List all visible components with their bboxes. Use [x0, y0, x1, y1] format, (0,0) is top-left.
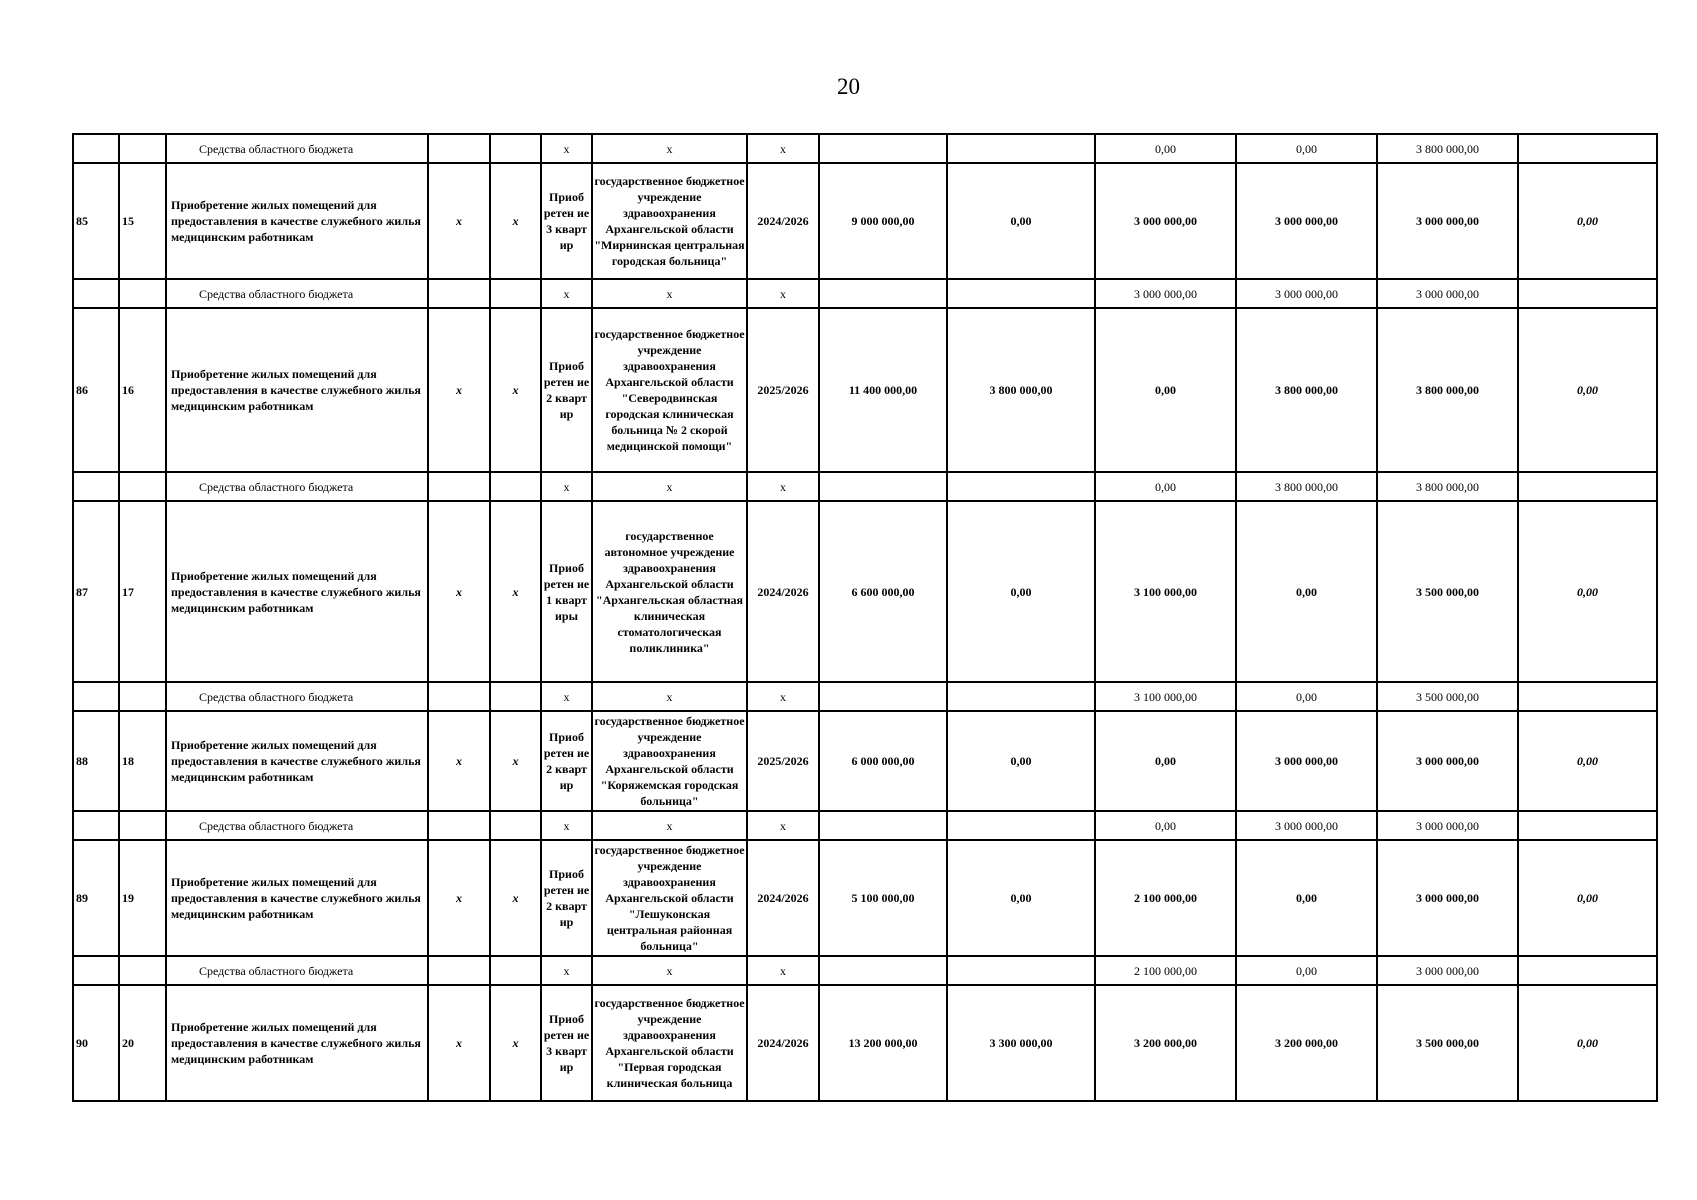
- cell-empty: [119, 811, 166, 840]
- cell-sub-number: 17: [119, 501, 166, 682]
- cell-c10: [947, 956, 1095, 985]
- cell-c5: х: [490, 163, 541, 279]
- cell-c5: х: [490, 308, 541, 472]
- table-row: [73, 501, 1657, 682]
- table-row: [73, 308, 1657, 472]
- cell-year-4: 3 000 000,00: [1377, 163, 1518, 279]
- cell-name: Приобретение жилых помещений для предоставления в качестве служебного жилья медицинским работникам: [166, 501, 428, 682]
- cell-name: Приобретение жилых помещений для предоставления в качестве служебного жилья медицинским работникам: [166, 163, 428, 279]
- cell-year-4: 3 800 000,00: [1377, 308, 1518, 472]
- cell-institution: государственное бюджетное учреждение здравоохранения Архангельской области "Северодвинская городская клиническая больница № 2 скорой медицинской помощи": [592, 308, 747, 472]
- cell-c5: х: [490, 840, 541, 956]
- cell-institution: государственное бюджетное учреждение здравоохранения Архангельской области "Мирнинская центральная городская больница": [592, 163, 747, 279]
- cell-c11: 0,00: [1095, 472, 1236, 501]
- cell-empty: [73, 134, 119, 163]
- cell-c6: х: [541, 134, 592, 163]
- cell-c5: х: [490, 985, 541, 1101]
- cell-c12: 0,00: [1236, 134, 1377, 163]
- table-row: [73, 163, 1657, 279]
- cell-empty: [73, 811, 119, 840]
- table-row-budget-source: [73, 811, 1657, 840]
- cell-c13: 3 000 000,00: [1377, 811, 1518, 840]
- cell-period: 2024/2026: [747, 985, 819, 1101]
- cell-number: 87: [73, 501, 119, 682]
- cell-stage: Приоб ретен ие 3 кварт ир: [541, 985, 592, 1101]
- table-row-budget-source: [73, 134, 1657, 163]
- cell-period: 2025/2026: [747, 711, 819, 811]
- cell-year-4: 3 000 000,00: [1377, 840, 1518, 956]
- cell-sub-number: 20: [119, 985, 166, 1101]
- cell-empty: [119, 134, 166, 163]
- cell-c12: 0,00: [1236, 956, 1377, 985]
- cell-sub-number: 18: [119, 711, 166, 811]
- cell-last: 0,00: [1518, 308, 1657, 472]
- cell-c8: х: [747, 134, 819, 163]
- cell-institution: государственное бюджетное учреждение здравоохранения Архангельской области "Лешуконская центральная районная больница": [592, 840, 747, 956]
- cell-c13: 3 000 000,00: [1377, 956, 1518, 985]
- cell-c11: 2 100 000,00: [1095, 956, 1236, 985]
- cell-c7: х: [592, 472, 747, 501]
- cell-c8: х: [747, 811, 819, 840]
- cell-c6: х: [541, 279, 592, 308]
- cell-c5: [490, 811, 541, 840]
- cell-source: Средства областного бюджета: [166, 279, 428, 308]
- cell-c8: х: [747, 279, 819, 308]
- cell-c12: 3 000 000,00: [1236, 279, 1377, 308]
- cell-period: 2024/2026: [747, 163, 819, 279]
- cell-year-3: 0,00: [1236, 840, 1377, 956]
- cell-year-1: 3 800 000,00: [947, 308, 1095, 472]
- cell-c9: [819, 682, 947, 711]
- cell-c10: [947, 472, 1095, 501]
- cell-year-3: 3 200 000,00: [1236, 985, 1377, 1101]
- cell-c13: 3 800 000,00: [1377, 134, 1518, 163]
- table-row: [73, 711, 1657, 811]
- cell-stage: Приоб ретен ие 2 кварт ир: [541, 711, 592, 811]
- cell-c9: [819, 472, 947, 501]
- cell-c12: 3 800 000,00: [1236, 472, 1377, 501]
- cell-c6: х: [541, 682, 592, 711]
- cell-c4: х: [428, 163, 490, 279]
- cell-year-2: 2 100 000,00: [1095, 840, 1236, 956]
- cell-c8: х: [747, 472, 819, 501]
- cell-c9: [819, 956, 947, 985]
- cell-c5: х: [490, 711, 541, 811]
- cell-total: 6 600 000,00: [819, 501, 947, 682]
- table-row: [73, 840, 1657, 956]
- cell-year-3: 3 800 000,00: [1236, 308, 1377, 472]
- cell-c14: [1518, 134, 1657, 163]
- cell-c8: х: [747, 682, 819, 711]
- cell-c14: [1518, 472, 1657, 501]
- cell-last: 0,00: [1518, 711, 1657, 811]
- cell-c4: х: [428, 840, 490, 956]
- table-row-budget-source: [73, 682, 1657, 711]
- cell-empty: [73, 279, 119, 308]
- cell-c10: [947, 811, 1095, 840]
- cell-c10: [947, 134, 1095, 163]
- cell-total: 6 000 000,00: [819, 711, 947, 811]
- table-row-budget-source: [73, 956, 1657, 985]
- cell-c10: [947, 279, 1095, 308]
- cell-sub-number: 15: [119, 163, 166, 279]
- cell-source: Средства областного бюджета: [166, 682, 428, 711]
- cell-c4: [428, 682, 490, 711]
- cell-c12: 0,00: [1236, 682, 1377, 711]
- cell-c5: [490, 134, 541, 163]
- cell-year-2: 3 000 000,00: [1095, 163, 1236, 279]
- cell-c11: 3 100 000,00: [1095, 682, 1236, 711]
- cell-sub-number: 19: [119, 840, 166, 956]
- cell-stage: Приоб ретен ие 1 кварт иры: [541, 501, 592, 682]
- cell-name: Приобретение жилых помещений для предоставления в качестве служебного жилья медицинским работникам: [166, 308, 428, 472]
- cell-institution: государственное бюджетное учреждение здравоохранения Архангельской области "Первая городская клиническая больница: [592, 985, 747, 1101]
- cell-c14: [1518, 811, 1657, 840]
- cell-total: 5 100 000,00: [819, 840, 947, 956]
- cell-c11: 0,00: [1095, 811, 1236, 840]
- cell-empty: [119, 279, 166, 308]
- table-row: [73, 985, 1657, 1101]
- cell-c5: [490, 472, 541, 501]
- page-number: 20: [837, 74, 860, 99]
- cell-name: Приобретение жилых помещений для предоставления в качестве служебного жилья медицинским работникам: [166, 711, 428, 811]
- cell-total: 13 200 000,00: [819, 985, 947, 1101]
- cell-stage: Приоб ретен ие 2 кварт ир: [541, 840, 592, 956]
- cell-year-2: 3 200 000,00: [1095, 985, 1236, 1101]
- cell-c9: [819, 811, 947, 840]
- cell-c5: х: [490, 501, 541, 682]
- cell-c6: х: [541, 956, 592, 985]
- cell-stage: Приоб ретен ие 2 кварт ир: [541, 308, 592, 472]
- cell-c5: [490, 682, 541, 711]
- cell-c14: [1518, 279, 1657, 308]
- cell-institution: государственное автономное учреждение здравоохранения Архангельской области "Архангельская областная клиническая стоматологическая поликлиника": [592, 501, 747, 682]
- cell-c5: [490, 956, 541, 985]
- cell-c13: 3 500 000,00: [1377, 682, 1518, 711]
- cell-c4: х: [428, 985, 490, 1101]
- cell-last: 0,00: [1518, 840, 1657, 956]
- cell-c5: [490, 279, 541, 308]
- cell-c9: [819, 279, 947, 308]
- cell-c11: 0,00: [1095, 134, 1236, 163]
- cell-year-3: 3 000 000,00: [1236, 711, 1377, 811]
- cell-empty: [73, 682, 119, 711]
- cell-name: Приобретение жилых помещений для предоставления в качестве служебного жилья медицинским работникам: [166, 840, 428, 956]
- cell-source: Средства областного бюджета: [166, 811, 428, 840]
- cell-last: 0,00: [1518, 163, 1657, 279]
- cell-c13: 3 800 000,00: [1377, 472, 1518, 501]
- cell-year-1: 0,00: [947, 163, 1095, 279]
- cell-c9: [819, 134, 947, 163]
- cell-c6: х: [541, 472, 592, 501]
- cell-period: 2024/2026: [747, 501, 819, 682]
- cell-empty: [119, 472, 166, 501]
- cell-name: Приобретение жилых помещений для предоставления в качестве служебного жилья медицинским работникам: [166, 985, 428, 1101]
- cell-year-1: 3 300 000,00: [947, 985, 1095, 1101]
- cell-c7: х: [592, 134, 747, 163]
- cell-institution: государственное бюджетное учреждение здравоохранения Архангельской области "Коряжемская городская больница": [592, 711, 747, 811]
- cell-c4: х: [428, 711, 490, 811]
- cell-c13: 3 000 000,00: [1377, 279, 1518, 308]
- table-row-budget-source: [73, 279, 1657, 308]
- cell-total: 11 400 000,00: [819, 308, 947, 472]
- cell-source: Средства областного бюджета: [166, 472, 428, 501]
- cell-source: Средства областного бюджета: [166, 956, 428, 985]
- cell-number: 90: [73, 985, 119, 1101]
- budget-table: [72, 133, 1658, 1102]
- cell-period: 2025/2026: [747, 308, 819, 472]
- cell-c7: х: [592, 956, 747, 985]
- cell-year-2: 3 100 000,00: [1095, 501, 1236, 682]
- cell-c4: х: [428, 501, 490, 682]
- cell-c8: х: [747, 956, 819, 985]
- cell-year-1: 0,00: [947, 501, 1095, 682]
- cell-year-1: 0,00: [947, 840, 1095, 956]
- cell-number: 86: [73, 308, 119, 472]
- cell-c7: х: [592, 811, 747, 840]
- cell-empty: [119, 682, 166, 711]
- cell-c11: 3 000 000,00: [1095, 279, 1236, 308]
- cell-c4: [428, 279, 490, 308]
- cell-c4: [428, 811, 490, 840]
- cell-c14: [1518, 956, 1657, 985]
- cell-c12: 3 000 000,00: [1236, 811, 1377, 840]
- cell-c14: [1518, 682, 1657, 711]
- cell-empty: [73, 956, 119, 985]
- cell-number: 88: [73, 711, 119, 811]
- cell-year-4: 3 000 000,00: [1377, 711, 1518, 811]
- cell-year-2: 0,00: [1095, 308, 1236, 472]
- cell-last: 0,00: [1518, 985, 1657, 1101]
- cell-c4: [428, 134, 490, 163]
- cell-total: 9 000 000,00: [819, 163, 947, 279]
- cell-number: 85: [73, 163, 119, 279]
- cell-year-1: 0,00: [947, 711, 1095, 811]
- cell-c10: [947, 682, 1095, 711]
- cell-c7: х: [592, 682, 747, 711]
- cell-source: Средства областного бюджета: [166, 134, 428, 163]
- cell-year-4: 3 500 000,00: [1377, 501, 1518, 682]
- cell-year-3: 3 000 000,00: [1236, 163, 1377, 279]
- cell-last: 0,00: [1518, 501, 1657, 682]
- cell-number: 89: [73, 840, 119, 956]
- table-row-budget-source: [73, 472, 1657, 501]
- cell-stage: Приоб ретен ие 3 кварт ир: [541, 163, 592, 279]
- cell-c4: [428, 956, 490, 985]
- cell-c4: х: [428, 308, 490, 472]
- cell-sub-number: 16: [119, 308, 166, 472]
- cell-c7: х: [592, 279, 747, 308]
- cell-period: 2024/2026: [747, 840, 819, 956]
- cell-year-3: 0,00: [1236, 501, 1377, 682]
- cell-empty: [73, 472, 119, 501]
- cell-year-2: 0,00: [1095, 711, 1236, 811]
- cell-year-4: 3 500 000,00: [1377, 985, 1518, 1101]
- cell-empty: [119, 956, 166, 985]
- cell-c4: [428, 472, 490, 501]
- cell-c6: х: [541, 811, 592, 840]
